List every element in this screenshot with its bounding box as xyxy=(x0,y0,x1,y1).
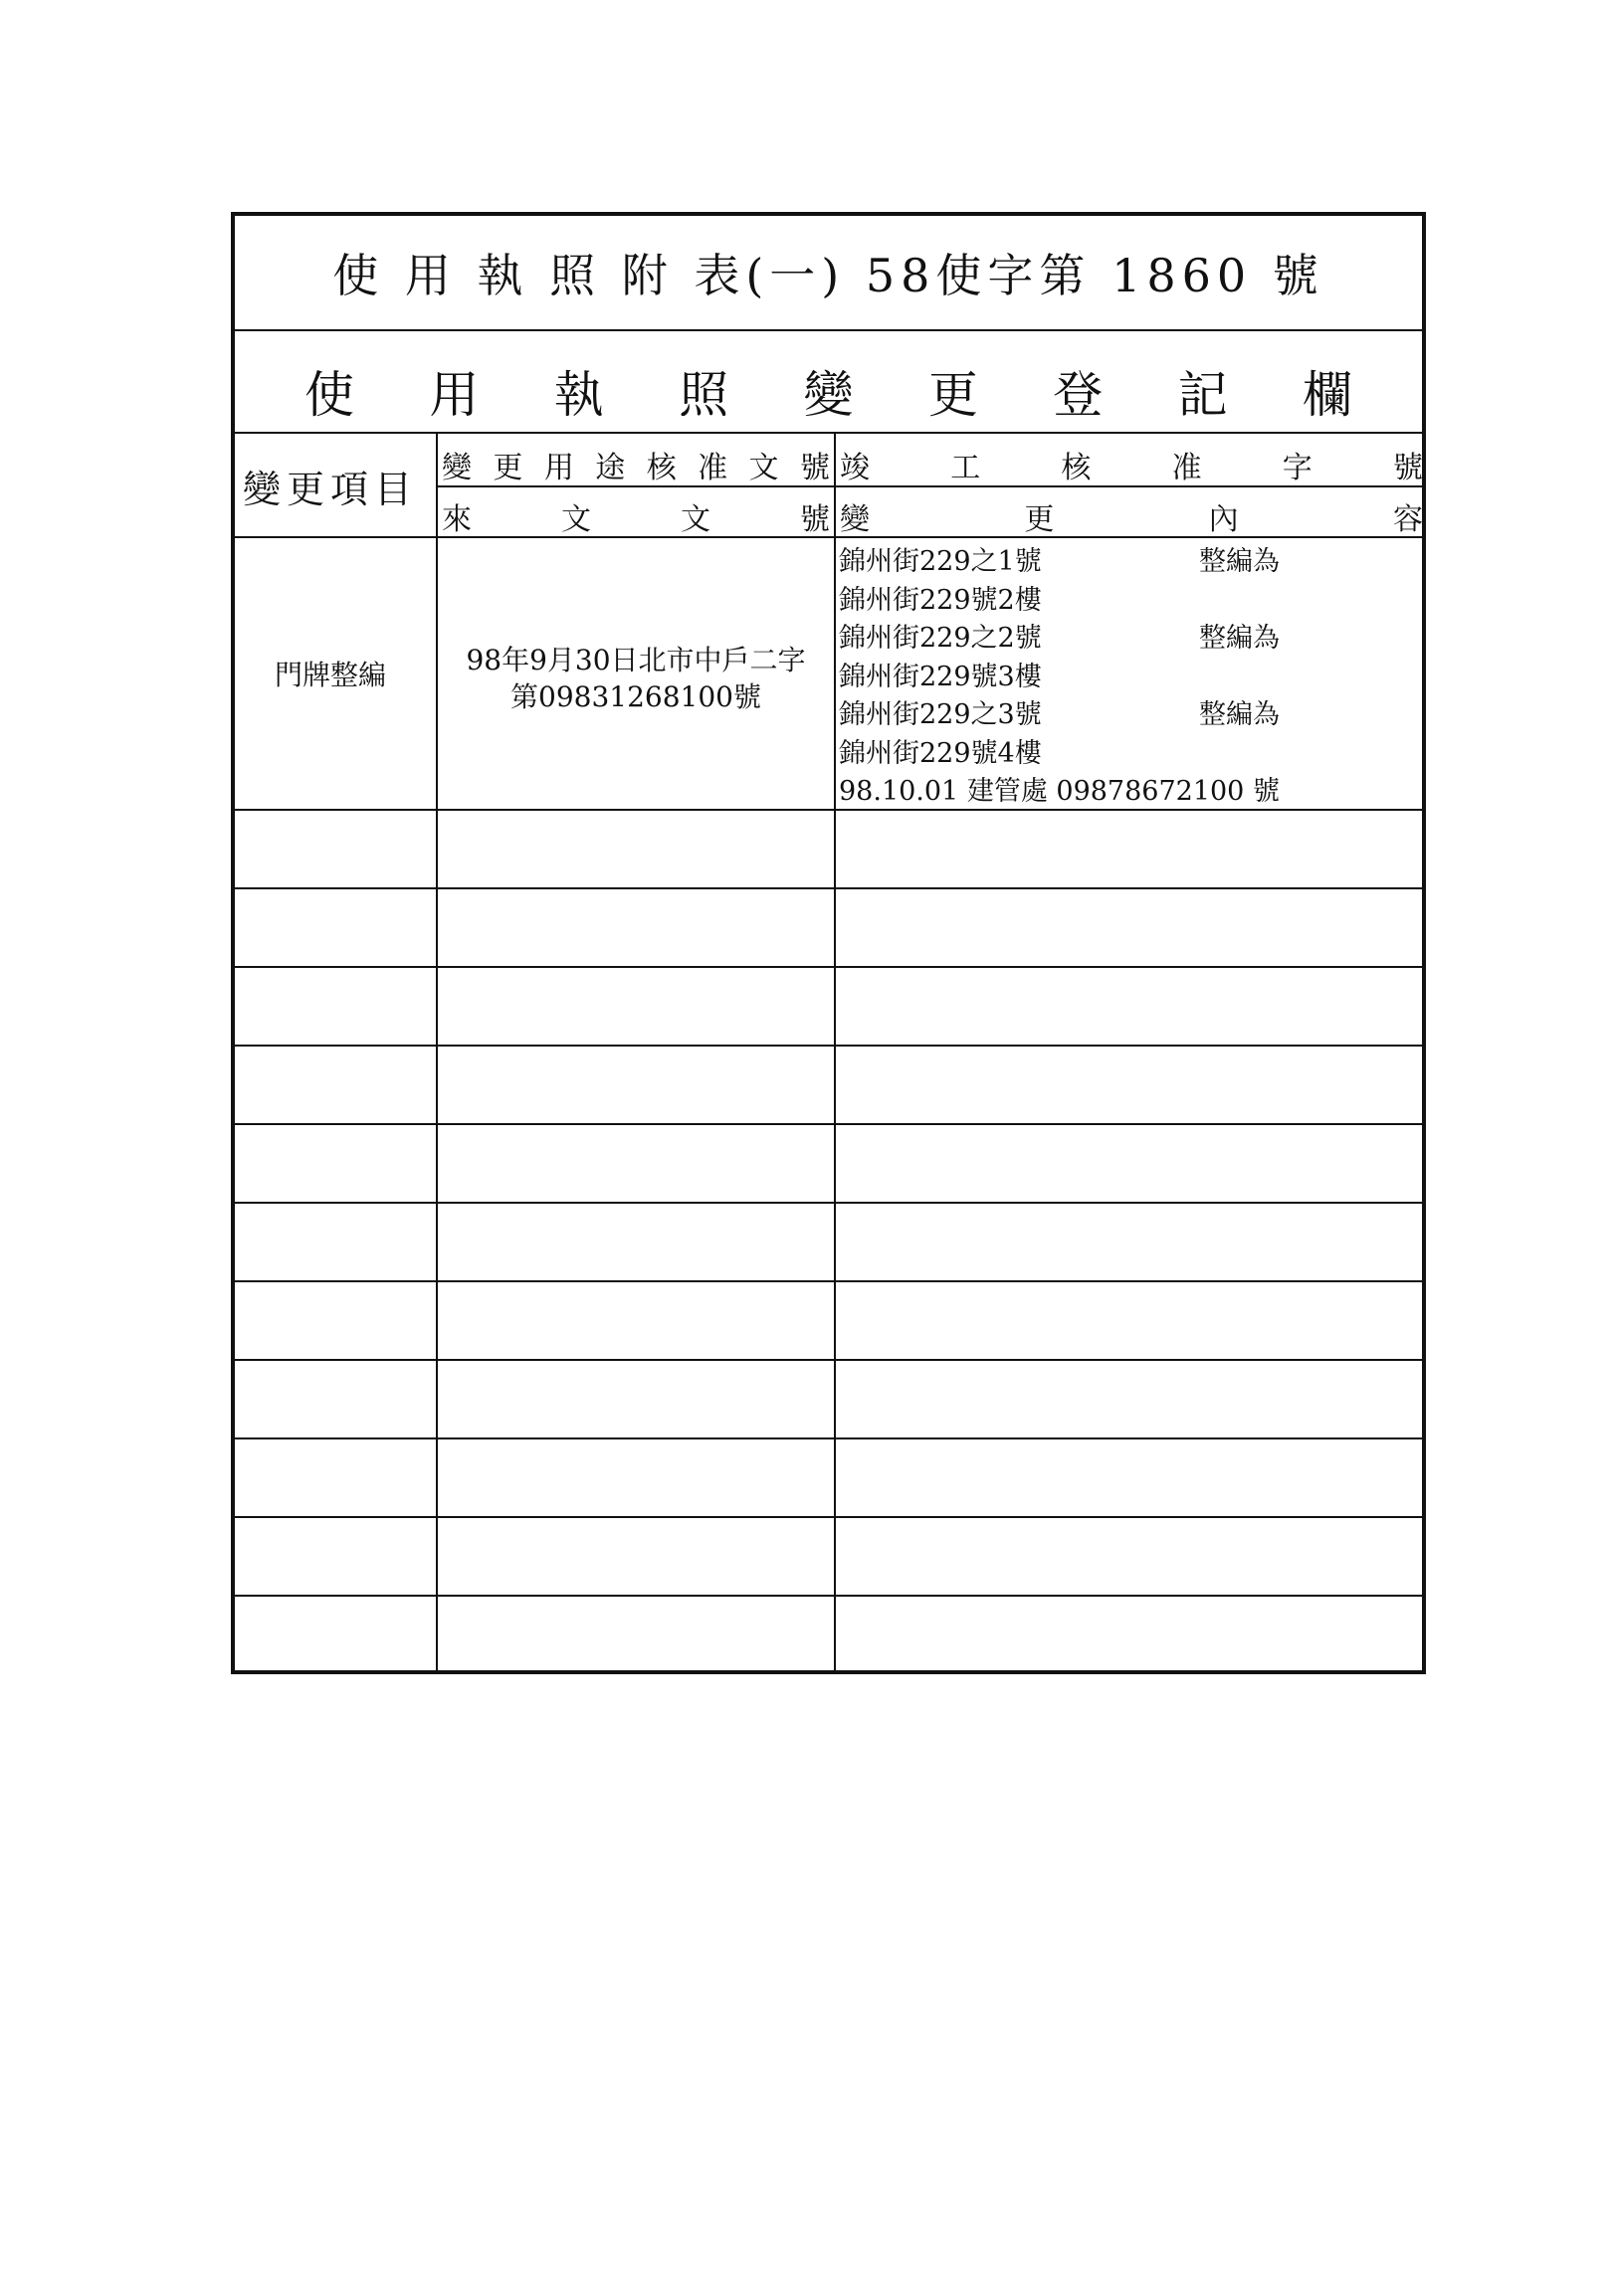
row-separator xyxy=(235,1123,1422,1125)
content-address: 錦州街229之1號 xyxy=(839,546,1042,577)
title-char: 用 xyxy=(404,249,457,302)
header-char: 核 xyxy=(1061,451,1092,485)
content-address: 錦州街229之3號 xyxy=(839,699,1042,730)
subtitle-char: 變 xyxy=(803,366,854,424)
subtitle-char: 欄 xyxy=(1303,366,1352,424)
header-change-item: 變更項目 xyxy=(243,468,419,511)
row-separator xyxy=(235,1045,1422,1047)
content-line xyxy=(839,735,1280,774)
subtitle-char: 用 xyxy=(429,366,480,424)
header-char: 准 xyxy=(698,451,728,485)
content-note: 整編為 xyxy=(1199,623,1280,654)
header-char: 號 xyxy=(1392,451,1423,485)
row-separator xyxy=(235,1202,1422,1204)
divider xyxy=(235,536,1422,538)
content-address: 錦州街229號2樓 xyxy=(839,584,1042,616)
page-title xyxy=(235,240,1422,305)
header-char: 內 xyxy=(1208,502,1239,537)
divider xyxy=(436,485,1422,487)
header-char: 文 xyxy=(681,502,710,537)
header-char: 字 xyxy=(1282,451,1313,485)
header-char: 工 xyxy=(950,451,981,485)
header-char: 號 xyxy=(799,451,830,485)
column-divider xyxy=(436,432,438,1670)
title-char: 表 xyxy=(694,249,746,302)
header-char: 號 xyxy=(800,502,830,537)
header-char: 途 xyxy=(595,451,626,485)
title-char: 使 xyxy=(332,249,385,302)
row-change-content xyxy=(839,543,1280,812)
subtitle-char: 照 xyxy=(679,366,729,424)
header-char: 用 xyxy=(543,451,574,485)
content-note: 整編為 xyxy=(1199,546,1280,577)
header-char: 更 xyxy=(1024,502,1055,537)
content-address: 錦州街229號3樓 xyxy=(839,661,1042,692)
row-separator xyxy=(235,809,1422,811)
header-char: 核 xyxy=(646,451,677,485)
subtitle-char: 使 xyxy=(304,366,354,424)
subtitle-char: 記 xyxy=(1177,366,1228,424)
divider xyxy=(235,432,1422,434)
column-divider xyxy=(834,432,836,1670)
content-reference: 98.10.01 建管處 09878672100 號 xyxy=(839,776,1280,807)
header-char: 文 xyxy=(561,502,591,537)
title-char: 照 xyxy=(549,249,602,302)
header-approval-doc-no xyxy=(442,443,830,486)
content-line xyxy=(839,696,1280,735)
content-address: 錦州街229之2號 xyxy=(839,623,1042,654)
header-char: 來 xyxy=(442,502,472,537)
subtitle-char: 執 xyxy=(553,366,604,424)
content-note: 整編為 xyxy=(1199,699,1280,730)
title-char: 執 xyxy=(477,249,529,302)
header-char: 文 xyxy=(748,451,779,485)
row-separator xyxy=(235,887,1422,889)
header-char: 准 xyxy=(1171,451,1202,485)
header-char: 變 xyxy=(442,451,472,485)
content-line xyxy=(839,659,1280,697)
row-separator xyxy=(235,1516,1422,1518)
row-separator xyxy=(235,1595,1422,1597)
license-number-prefix: 58使字第 xyxy=(865,249,1092,302)
row-change-item: 門牌整編 xyxy=(275,659,387,691)
row-doc-no-line1: 98年9月30日北市中戶二字 xyxy=(466,644,806,676)
row-separator xyxy=(235,966,1422,968)
title-char: 附 xyxy=(621,249,674,302)
header-char: 變 xyxy=(840,502,870,537)
header-char: 竣 xyxy=(840,451,870,485)
header-char: 更 xyxy=(493,451,523,485)
subtitle-char: 登 xyxy=(1053,366,1104,424)
row-separator xyxy=(235,1359,1422,1361)
header-char: 容 xyxy=(1392,502,1423,537)
page-subtitle xyxy=(304,355,1352,427)
divider xyxy=(235,329,1422,331)
title-bracket: (一) xyxy=(745,249,846,302)
content-line xyxy=(839,543,1280,582)
header-completion-approval-no xyxy=(840,443,1423,486)
header-change-content xyxy=(840,494,1423,538)
content-address: 錦州街229號4樓 xyxy=(839,737,1042,769)
license-number: 1860 xyxy=(1111,249,1253,302)
header-incoming-doc-no xyxy=(442,494,830,538)
content-line xyxy=(839,620,1280,659)
license-number-suffix: 號 xyxy=(1272,249,1324,302)
content-line xyxy=(839,582,1280,621)
row-doc-no-line2: 第09831268100號 xyxy=(510,680,761,713)
license-table xyxy=(231,212,1426,1674)
row-separator xyxy=(235,1437,1422,1439)
content-line xyxy=(839,773,1280,812)
row-separator xyxy=(235,1280,1422,1282)
subtitle-char: 更 xyxy=(927,366,978,424)
